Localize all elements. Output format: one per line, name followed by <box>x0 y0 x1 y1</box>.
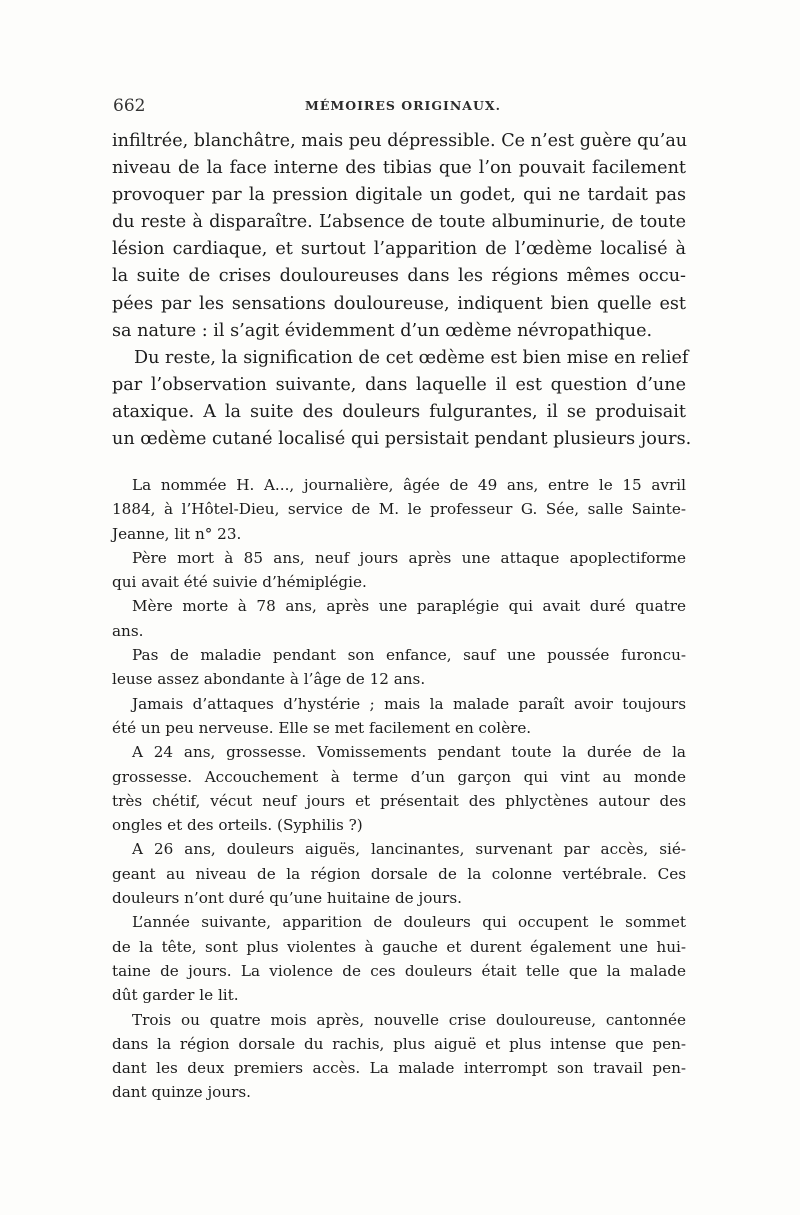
running-head: MÉMOIRES ORIGINAUX. <box>305 98 501 113</box>
text-line: par l’observation suivante, dans laquelle il est question d’une <box>112 374 686 395</box>
page-header <box>113 96 685 122</box>
observation-line: taine de jours. La violence de ces douleurs était telle que la malade <box>112 961 686 980</box>
text-line: un œdème cutané localisé qui persistait pendant plusieurs jours. <box>112 429 692 450</box>
observation-line: Trois ou quatre mois après, nouvelle crise douloureuse, cantonnée <box>132 1010 686 1029</box>
observation-line: A 26 ans, douleurs aiguës, lancinantes, survenant par accès, sié- <box>132 840 686 859</box>
observation-line: Pas de maladie pendant son enfance, sauf une poussée furoncu- <box>132 646 686 665</box>
observation-line: dans la région dorsale du rachis, plus aiguë et plus intense que pen- <box>112 1034 686 1053</box>
observation-line: ans. <box>112 621 144 640</box>
observation-line: dant les deux premiers accès. La malade interrompt son travail pen- <box>112 1059 686 1078</box>
observation-line: grossesse. Accouchement à terme d’un garçon qui vint au monde <box>112 767 686 786</box>
text-line: ataxique. A la suite des douleurs fulgurantes, il se produisait <box>112 401 686 422</box>
text-line: Du reste, la signification de cet œdème est bien mise en relief <box>134 347 689 368</box>
observation-line: douleurs n’ont duré qu’une huitaine de jours. <box>112 889 462 908</box>
observation-line: dant quinze jours. <box>112 1083 251 1102</box>
observation-line: Jamais d’attaques d’hystérie ; mais la malade paraît avoir toujours <box>132 694 686 713</box>
observation-case <box>112 473 686 1105</box>
text-line: niveau de la face interne des tibias que l’on pouvait facilement <box>112 158 686 179</box>
text-line: infiltrée, blanchâtre, mais peu dépressible. Ce n’est guère qu’au <box>112 131 688 151</box>
observation-line: geant au niveau de la région dorsale de la colonne vertébrale. Ces <box>112 864 686 883</box>
observation-line: 1884, à l’Hôtel-Dieu, service de M. le professeur G. Sée, salle Sainte- <box>112 500 686 519</box>
observation-line: leuse assez abondante à l’âge de 12 ans. <box>112 670 426 689</box>
observation-line: Mère morte à 78 ans, après une paraplégie qui avait duré quatre <box>132 597 686 616</box>
text-line: lésion cardiaque, et surtout l’apparition de l’œdème localisé à <box>112 239 686 260</box>
observation-line: dût garder le lit. <box>112 986 239 1005</box>
text-line: du reste à disparaître. L’absence de toute albuminurie, de toute <box>112 212 686 233</box>
text-line: la suite de crises douloureuses dans les régions mêmes occu- <box>112 266 686 287</box>
page-number: 662 <box>113 96 146 116</box>
text-line: sa nature : il s’agit évidemment d’un œdème névropathique. <box>112 320 653 341</box>
observation-line: qui avait été suivie d’hémiplégie. <box>112 573 367 592</box>
observation-line: ongles et des orteils. (Syphilis ?) <box>112 816 363 835</box>
observation-line: L’année suivante, apparition de douleurs qui occupent le sommet <box>132 913 686 932</box>
main-paragraphs <box>112 128 692 453</box>
observation-line: Jeanne, lit n° 23. <box>112 524 242 543</box>
observation-line: A 24 ans, grossesse. Vomissements pendant toute la durée de la <box>132 743 686 762</box>
observation-line: été un peu nerveuse. Elle se met facilement en colère. <box>112 718 532 737</box>
text-line: pées par les sensations douloureuse, indiquent bien quelle est <box>112 293 686 314</box>
observation-line: très chétif, vécut neuf jours et présentait des phlyctènes autour des <box>112 791 686 810</box>
text-line: provoquer par la pression digitale un godet, qui ne tardait pas <box>112 185 686 206</box>
observation-line: de la tête, sont plus violentes à gauche et durent également une hui- <box>112 937 686 956</box>
observation-line: Père mort à 85 ans, neuf jours après une attaque apoplectiforme <box>132 548 686 567</box>
observation-line: La nommée H. A..., journalière, âgée de 49 ans, entre le 15 avril <box>132 476 686 494</box>
